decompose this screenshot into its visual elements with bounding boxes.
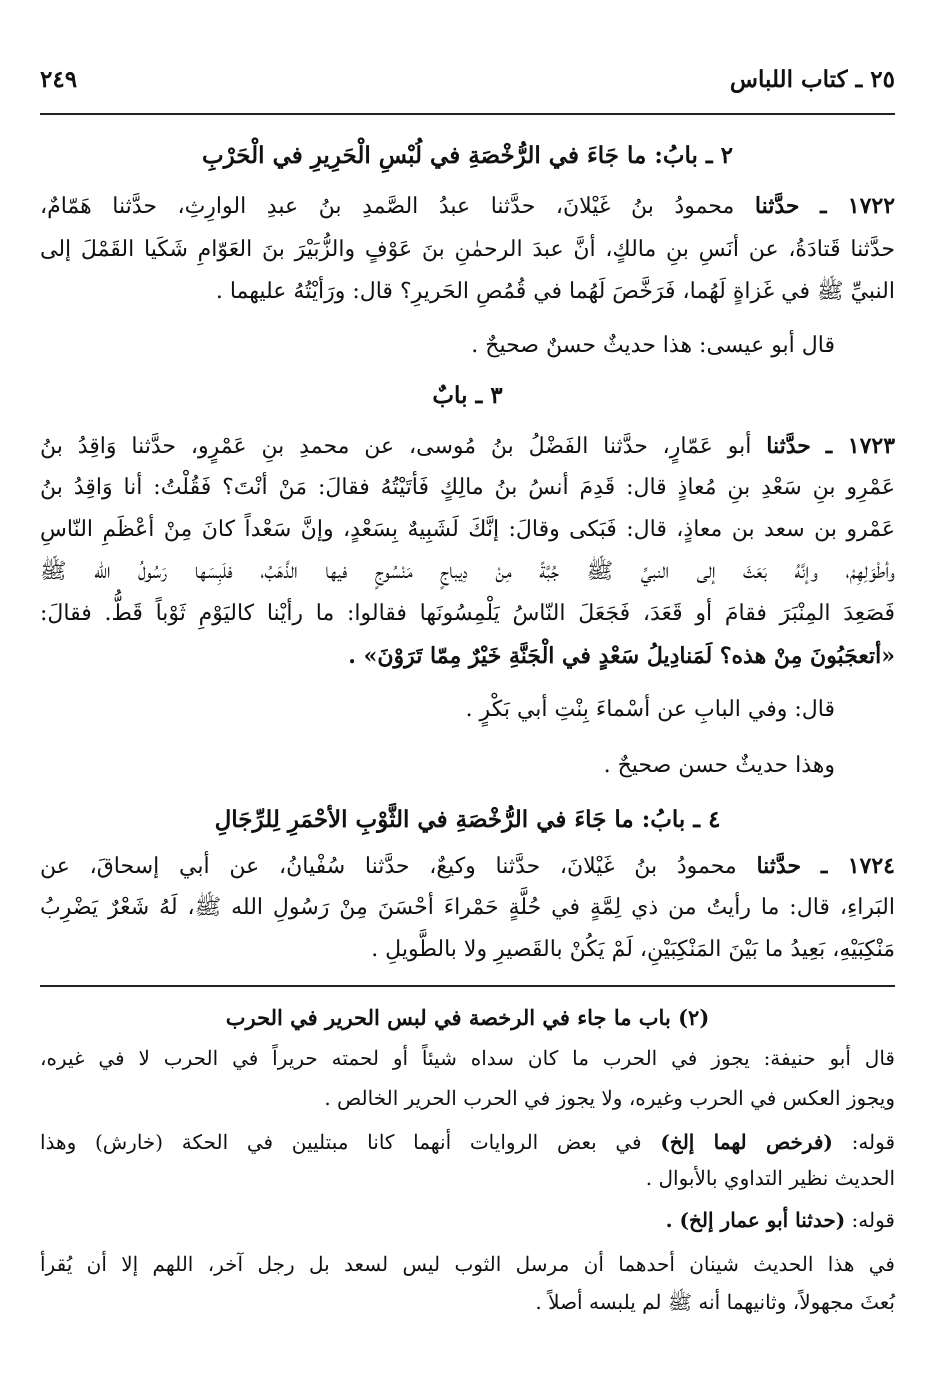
hadith-1723-line-6: «أتعجَبُونَ مِنْ هذه؟ لَمَنادِيلُ سَعْدٍ في الْجَنَّةِ خَيْرٌ مِمّا تَرَوْنَ» . <box>348 643 895 669</box>
commentary-line <box>40 1202 895 1238</box>
header-rule <box>40 113 895 115</box>
hadith-1722-line-2: حدَّثنا قَتادَةُ، عن أنَسِ بنِ مالكٍ، أنَّ عبدَ الرحمٰنِ بنَ عَوْفٍ والزُّبَيْرَ بنَ العَوّامِ شَكَيا القَمْلَ إلى <box>40 237 895 262</box>
page-header <box>40 62 895 102</box>
hadith-1723-line-3: عَمْرو بن سعد بن معاذٍ، قال: فَبَكى وقالَ: إنَّكَ لَشَبِيهٌ بِسَعْدٍ، وإنَّ سَعْداً كانَ مِنْ أعْظَمِ النّاسِ <box>40 517 895 542</box>
section-heading-4: ٤ ـ بابُ: ما جَاءَ في الرُّخْصَةِ في الثَّوْبِ الأحْمَرِ لِلرِّجَالِ <box>214 806 721 833</box>
commentary-line: الحديث نظير التداوي بالأبوال . <box>645 1166 895 1190</box>
commentary-line: ويجوز العكس في الحرب وغيره، ولا يجوز في الحرب الحرير الخالص . <box>324 1086 895 1110</box>
commentary-line: في هذا الحديث شينان أحدهما أن مرسل الثوب ليس لسعد بل رجل آخر، اللهم إلا أن يُقرأ <box>40 1252 895 1276</box>
hadith-1724-line-3: مَنْكِبَيْهِ، بَعِيدُ ما بَيْنَ المَنْكِبَيْنِ، لَمْ يَكُنْ بالقَصيرِ ولا بالطَّويلِ . <box>371 937 895 962</box>
footnote-rule <box>40 985 895 987</box>
commentary-heading: (٢) باب ما جاء في الرخصة في لبس الحرير في الحرب <box>225 1005 710 1030</box>
hadith-1724-line-1 <box>40 846 895 887</box>
hadith-1723-line-5: فَصَعِدَ المِنْبَرَ فقامَ أو قَعَدَ، فَجَعَلَ النّاسُ يَلْمِسُونَها فقالوا: ما رأيْنا كاليَوْمِ ثَوْباً قَطُّ. فقالَ: <box>40 601 895 626</box>
hadith-1724-line-2: البَراءِ، قال: ما رأيتُ من ذي لِمَّةٍ في حُلَّةٍ حَمْراءَ أحْسَنَ مِنْ رَسُولِ الله ﷺ، لَهُ شَعْرٌ يَضْرِبُ <box>40 895 895 920</box>
hadith-text: محمودُ بنُ غَيْلانَ، حدَّثنا عبدُ الصَّمدِ بنُ عبدِ الوارِثِ، حدَّثنا هَمّامٌ، <box>40 194 735 219</box>
hadith-1722-line-1 <box>40 186 895 227</box>
hadith-number: ١٧٢٣ ـ <box>825 433 896 459</box>
haddathana: حدَّثنا <box>756 853 802 879</box>
page-number: ٢٤٩ <box>40 66 78 93</box>
commentary-line <box>40 1124 895 1160</box>
hadith-1722-grading: قال أبو عيسى: هذا حديثٌ حسنٌ صحيحٌ . <box>471 333 835 358</box>
haddathana: حدَّثنا <box>754 193 800 219</box>
section-heading-2: ٢ ـ بابُ: ما جَاءَ في الرُّخْصَةِ في لُبْسِ الْحَرِيرِ في الْحَرْبِ <box>201 142 734 169</box>
hadith-1723-chapter-note: قال: وفي البابِ عن أسْماءَ بِنْتِ أبي بَكْرٍ . <box>465 697 835 722</box>
hadith-text: أبو عَمّارٍ، حدَّثنا الفَضْلُ بنُ مُوسى، عن محمدِ بنِ عَمْرٍو، حدَّثنا وَاقِدُ بنُ <box>40 434 752 459</box>
note-prefix: قوله: <box>851 1130 896 1154</box>
page <box>40 0 895 1384</box>
hadith-1723-line-2: عَمْرِو بنِ سَعْدِ بنِ مُعاذٍ قال: قَدِمَ أنسُ بنُ مالِكٍ فَأتَيْتُهُ فقالَ: مَنْ أنْتَ؟ فَقُلْتُ: أنا وَاقِدُ بنُ <box>40 475 895 500</box>
note-prefix: قوله: <box>851 1208 895 1232</box>
chapter-title: ٢٥ ـ كتاب اللباس <box>729 66 895 93</box>
hadith-number: ١٧٢٤ ـ <box>820 853 895 879</box>
hadith-number: ١٧٢٢ ـ <box>820 193 896 219</box>
note-quote: (فرخص لهما إلخ) <box>660 1130 833 1154</box>
hadith-1722-line-3: النبيِّ ﷺ في غَزاةٍ لَهُما، فَرَخَّصَ لَهُما في قُمُصِ الحَريرِ؟ قال: ورَأيْتُهُ عليهما . <box>215 279 895 304</box>
section-heading-3: ٣ ـ بابٌ <box>432 382 503 409</box>
commentary-line: بُعثَ مجهولاً، وثانيهما أنه ﷺ لم يلبسه أصلاً . <box>535 1290 895 1314</box>
note-quote: (حدثنا أبو عمار إلخ) . <box>665 1208 846 1232</box>
note-text: في بعض الروايات أنهما كانا مبتليين في الحكة (خارش) وهذا <box>40 1130 642 1154</box>
hadith-text: محمودُ بنُ غَيْلانَ، حدَّثنا وكيعٌ، حدَّثنا سُفْيانُ، عن أبي إسحاقَ، عن <box>40 854 737 879</box>
hadith-1723-grading: وهذا حديثٌ حسن صحيحٌ . <box>603 753 835 778</box>
hadith-1723-line-1 <box>40 426 895 467</box>
commentary-line: قال أبو حنيفة: يجوز في الحرب ما كان سداه شيئاً أو لحمته حريراً في الحرب لا في غيره، <box>40 1046 895 1070</box>
hadith-1723-line-4: وأطْوَلِهِمْ، وإنَّهُ بَعَثَ إلى النبيِّ ﷺ جُبَّةً مِنْ دِيباجٍ مَنْسُوجٍ فيها الذَّهَبُ، فلَبِسَها رَسُولُ الله ﷺ <box>40 559 895 584</box>
haddathana: حدَّثنا <box>766 433 811 459</box>
